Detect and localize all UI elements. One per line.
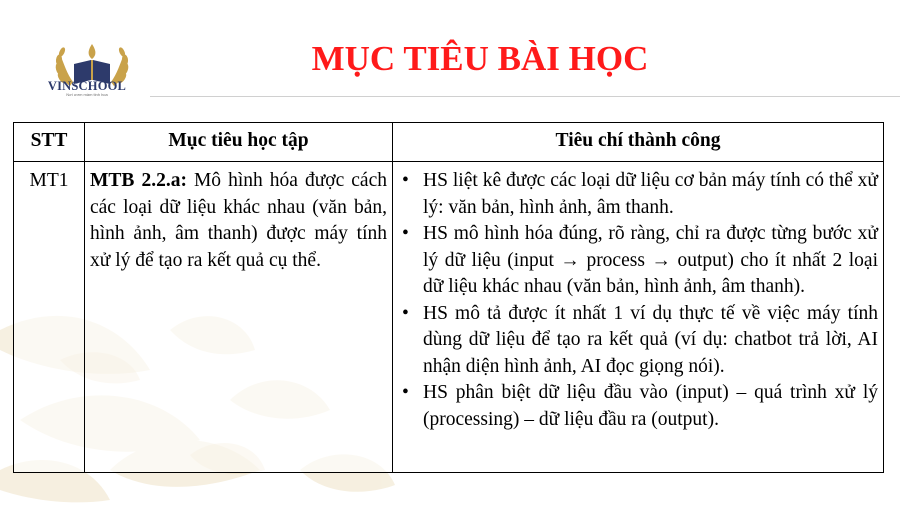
criteria-list: [398, 168, 878, 433]
bullet-icon: •: [402, 223, 409, 244]
objective-text: Mô hình hóa được cách các loại dữ liệu khác nhau (văn bản, hình ảnh, âm thanh) được máy tính xử lý để tạo ra kết quả cụ thể.: [90, 170, 387, 271]
criteria-text: HS mô hình hóa đúng, rõ ràng, chỉ ra được từng bước xử lý dữ liệu (input → process → output) cho ít nhất 2 loại dữ liệu khác nhau (văn bản, hình ảnh, âm thanh).: [423, 223, 878, 297]
criteria-text: HS mô tả được ít nhất 1 ví dụ thực tế về việc máy tính dùng dữ liệu để tạo ra kết quả (ví dụ: chatbot trả lời, AI nhận diện hình ảnh, AI đọc giọng nói).: [423, 302, 878, 377]
objectives-table: [13, 122, 884, 473]
header-objective: Mục tiêu học tập: [85, 123, 393, 162]
header-stt: STT: [14, 123, 85, 162]
row-stt: MT1: [14, 162, 85, 473]
list-item: [398, 221, 878, 301]
brand-tagline: Nơi ươm mầm tinh hoa: [66, 92, 108, 97]
header-divider: [150, 96, 900, 97]
book-icon: [74, 44, 110, 84]
table-header-row: [14, 123, 884, 162]
row-objective: [85, 162, 393, 473]
page-title: MỤC TIÊU BÀI HỌC: [311, 39, 649, 78]
bullet-icon: •: [402, 170, 409, 191]
list-item: [398, 168, 878, 221]
criteria-text: HS liệt kê được các loại dữ liệu cơ bản máy tính có thể xử lý: văn bản, hình ảnh, âm thanh.: [423, 170, 878, 218]
table-row: [14, 162, 884, 473]
brand-name: VINSCHOOL: [47, 79, 127, 93]
list-item: [398, 301, 878, 381]
bullet-icon: •: [402, 382, 409, 403]
bullet-icon: •: [402, 302, 409, 324]
objective-code: MTB 2.2.a:: [90, 170, 187, 191]
header-criteria: Tiêu chí thành công: [393, 123, 884, 162]
criteria-text: HS phân biệt dữ liệu đầu vào (input) – quá trình xử lý (processing) – dữ liệu đầu ra (output).: [423, 382, 878, 430]
list-item: [398, 380, 878, 433]
row-criteria: [393, 162, 884, 473]
